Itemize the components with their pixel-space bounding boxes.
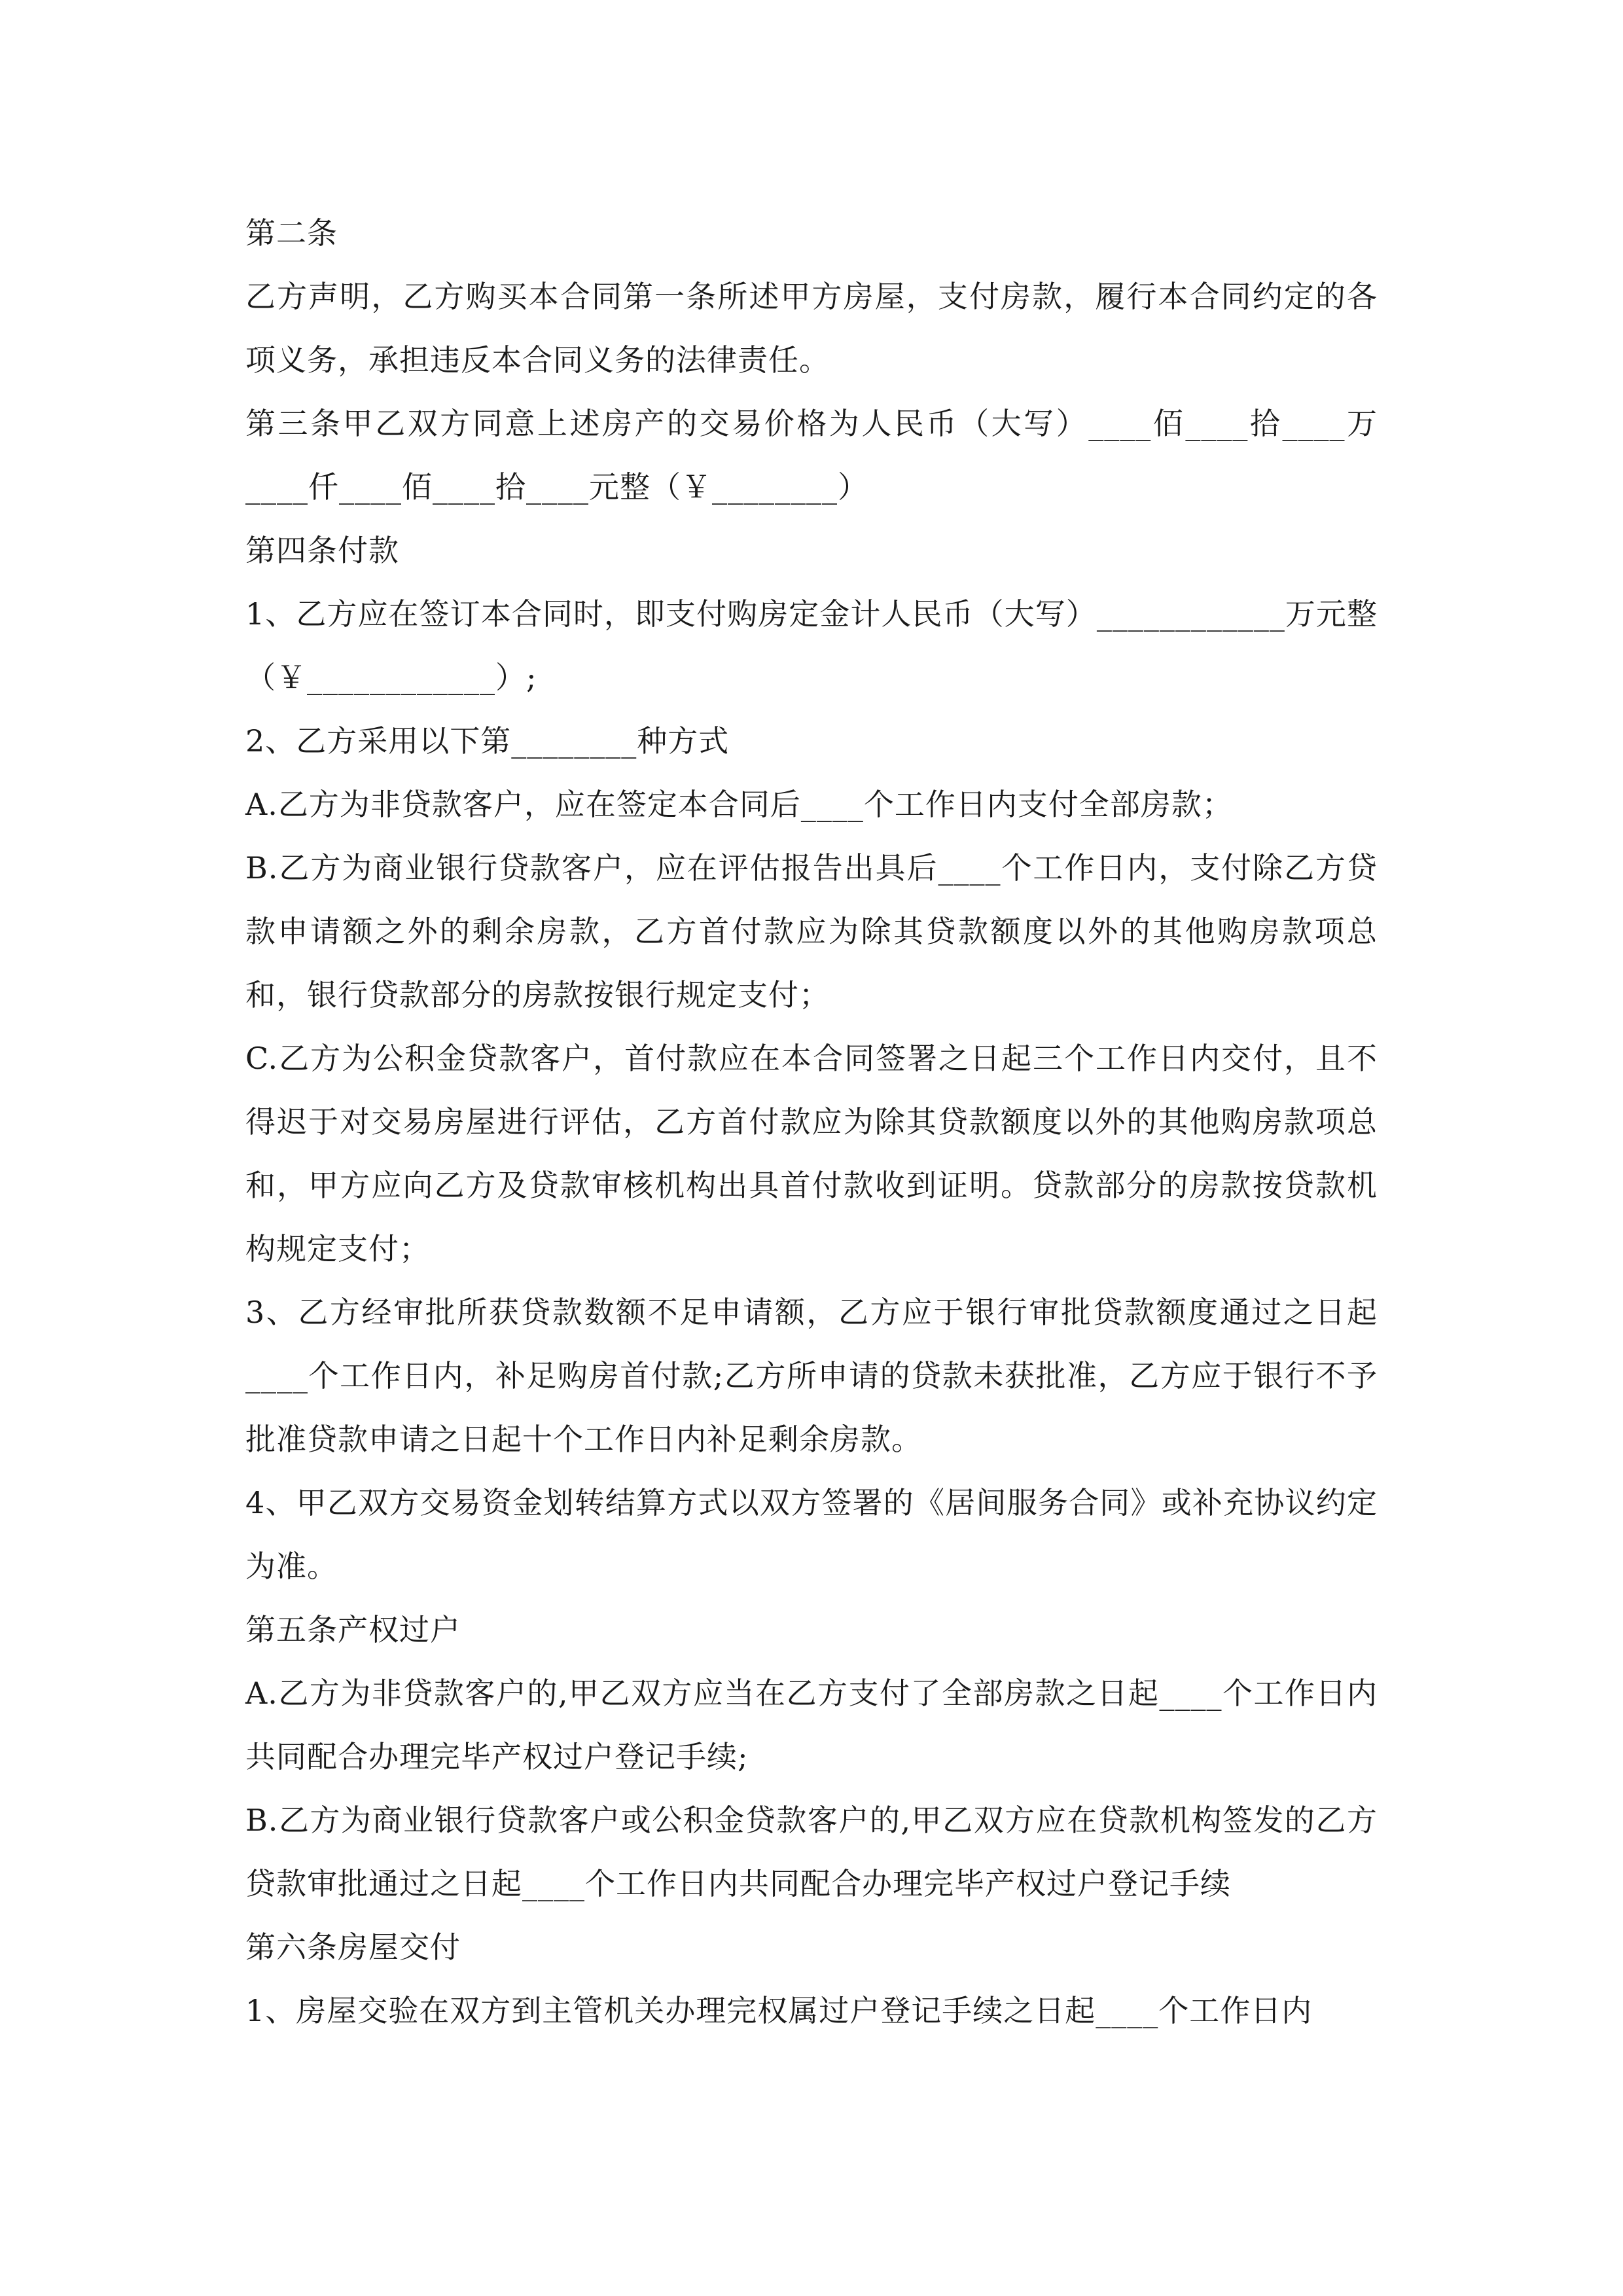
article-4-item-3: 3、乙方经审批所获贷款数额不足申请额，乙方应于银行审批贷款额度通过之日起____个工作日内，补足购房首付款;乙方所申请的贷款未获批准，乙方应于银行不予批准贷款申请之日起十个工作日内补足剩余房款。	[245, 1295, 1378, 1457]
article-4-option-c: C.乙方为公积金贷款客户，首付款应在本合同签署之日起三个工作日内交付，且不得迟于对交易房屋进行评估，乙方首付款应为除其贷款额度以外的其他购房款项总和，甲方应向乙方及贷款审核机构出具首付款收到证明。贷款部分的房款按贷款机构规定支付；	[245, 1041, 1378, 1266]
article-4-item-4: 4、甲乙双方交易资金划转结算方式以双方签署的《居间服务合同》或补充协议约定为准。	[245, 1485, 1378, 1584]
article-5-option-a: A.乙方为非贷款客户的,甲乙双方应当在乙方支付了全部房款之日起____个工作日内共同配合办理完毕产权过户登记手续;	[245, 1676, 1378, 1774]
article-4-item-1: 1、乙方应在签订本合同时，即支付购房定金计人民币（大写）____________万元整（￥____________）;	[245, 596, 1378, 695]
article-5-heading: 第五条产权过户	[245, 1612, 461, 1647]
article-5-option-b: B.乙方为商业银行贷款客户或公积金贷款客户的,甲乙双方应在贷款机构签发的乙方贷款审批通过之日起____个工作日内共同配合办理完毕产权过户登记手续	[245, 1803, 1378, 1901]
article-6-item-1: 1、房屋交验在双方到主管机关办理完权属过户登记手续之日起____个工作日内	[245, 1993, 1313, 2028]
document-body	[245, 202, 1378, 2043]
article-4-option-a: A.乙方为非贷款客户，应在签定本合同后____个工作日内支付全部房款；	[245, 787, 1233, 822]
article-4-heading: 第四条付款	[245, 533, 399, 568]
article-6-heading: 第六条房屋交付	[245, 1929, 461, 1965]
article-4-item-2: 2、乙方采用以下第________种方式	[245, 723, 730, 759]
article-4-option-b: B.乙方为商业银行贷款客户，应在评估报告出具后____个工作日内，支付除乙方贷款申请额之外的剩余房款，乙方首付款应为除其贷款额度以外的其他购房款项总和，银行贷款部分的房款按银行规定支付；	[245, 850, 1378, 1013]
article-3-text: 第三条甲乙双方同意上述房产的交易价格为人民币（大写）____佰____拾____万____仟____佰____拾____元整（￥________）	[245, 406, 1378, 505]
article-2-text: 乙方声明，乙方购买本合同第一条所述甲方房屋，支付房款，履行本合同约定的各项义务，承担违反本合同义务的法律责任。	[245, 279, 1378, 378]
article-2-heading: 第二条	[245, 215, 338, 251]
